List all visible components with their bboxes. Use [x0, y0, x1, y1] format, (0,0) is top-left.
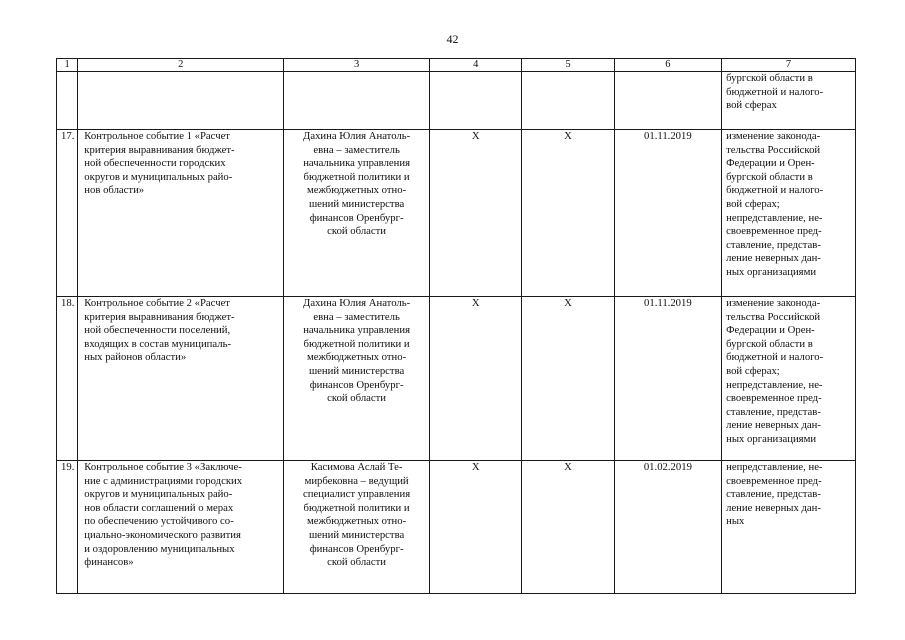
event-text: Контрольное событие 3 «Заключе- ние с администрациями городских округов и муниципальных райо- нов области соглашений о мерах по обеспечению устойчивого со- циально-экономического развития и оздоровлению муниципальных финансов»	[84, 461, 243, 569]
table-row	[57, 461, 856, 594]
risk-cell	[722, 461, 856, 594]
responsible-cell	[284, 130, 430, 297]
event-cell	[78, 130, 284, 297]
column-5-mark: X	[522, 130, 614, 297]
empty-cell	[78, 72, 284, 130]
column-4-mark: X	[430, 297, 522, 461]
column-5-mark: X	[522, 461, 614, 594]
risk-cell	[722, 130, 856, 297]
event-cell	[78, 461, 284, 594]
responsible-text: Дахина Юлия Анатоль- евна – заместитель начальника управления бюджетной политики и межбюджетных отно- шений министерства финансов Оренбург- ской области	[303, 297, 411, 405]
column-number: 1	[57, 59, 78, 72]
column-number: 3	[284, 59, 430, 72]
column-number: 2	[78, 59, 284, 72]
column-number: 7	[722, 59, 856, 72]
empty-cell	[614, 72, 721, 130]
column-4-mark: X	[430, 461, 522, 594]
risk-text: изменение законода- тельства Российской Федерации и Орен- бургской области в бюджетной и налого- вой сферах; непредставление, не- своевременное пред- ставление, представ- ление неверных дан- ных организациями	[726, 297, 824, 445]
page-number: 42	[446, 32, 459, 46]
column-number: 5	[522, 59, 614, 72]
responsible-cell	[284, 461, 430, 594]
empty-cell	[57, 72, 78, 130]
risk-cell	[722, 72, 856, 130]
continuation-row	[57, 72, 856, 130]
deadline-date: 01.11.2019	[614, 297, 721, 461]
column-number-row	[57, 59, 856, 72]
column-number: 6	[614, 59, 721, 72]
row-number: 19.	[57, 461, 78, 594]
control-events-table	[56, 58, 856, 594]
event-text: Контрольное событие 1 «Расчет критерия выравнивания бюджет- ной обеспеченности городских округов и муниципальных райо- нов области»	[84, 130, 235, 197]
deadline-date: 01.02.2019	[614, 461, 721, 594]
table-row	[57, 130, 856, 297]
event-text: Контрольное событие 2 «Расчет критерия выравнивания бюджет- ной обеспеченности поселений, входящих в состав муниципаль- ных районов области»	[84, 297, 235, 364]
responsible-text: Касимова Аслай Те- мирбековна – ведущий специалист управления бюджетной политики и межбюджетных отно- шений министерства финансов Оренбург- ской области	[303, 461, 411, 569]
column-4-mark: X	[430, 130, 522, 297]
risk-text: непредставление, не- своевременное пред- ставление, представ- ление неверных дан- ных	[726, 461, 823, 528]
risk-text: бургской области в бюджетной и налого- вой сферах	[726, 72, 824, 112]
risk-text: изменение законода- тельства Российской Федерации и Орен- бургской области в бюджетной и налого- вой сферах; непредставление, не- своевременное пред- ставление, представ- ление неверных дан- ных организациями	[726, 130, 824, 278]
event-cell	[78, 297, 284, 461]
empty-cell	[430, 72, 522, 130]
empty-cell	[522, 72, 614, 130]
deadline-date: 01.11.2019	[614, 130, 721, 297]
empty-cell	[284, 72, 430, 130]
table-row	[57, 297, 856, 461]
column-number: 4	[430, 59, 522, 72]
risk-cell	[722, 297, 856, 461]
row-number: 17.	[57, 130, 78, 297]
column-5-mark: X	[522, 297, 614, 461]
responsible-cell	[284, 297, 430, 461]
responsible-text: Дахина Юлия Анатоль- евна – заместитель начальника управления бюджетной политики и межбюджетных отно- шений министерства финансов Оренбург- ской области	[303, 130, 411, 238]
row-number: 18.	[57, 297, 78, 461]
